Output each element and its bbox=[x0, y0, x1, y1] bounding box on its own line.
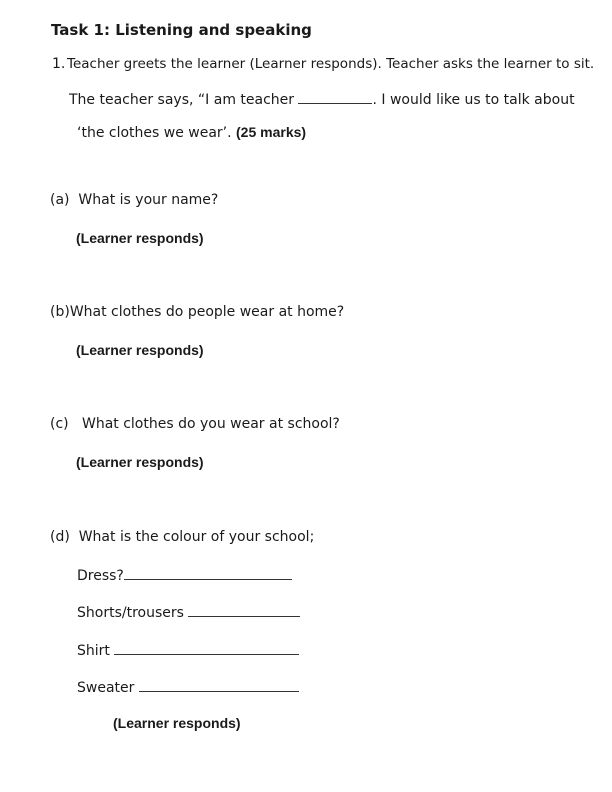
shorts-answer-blank bbox=[188, 602, 300, 617]
question-b bbox=[50, 303, 344, 321]
learner-responds-b: (Learner responds) bbox=[76, 342, 204, 358]
question-b-text: What clothes do people wear at home? bbox=[69, 304, 345, 320]
teacher-name-blank bbox=[298, 89, 372, 104]
question-d-text: What is the colour of your school; bbox=[78, 529, 315, 545]
item-sweater bbox=[77, 677, 299, 697]
learner-responds-d: (Learner responds) bbox=[113, 715, 241, 731]
question-d-label: (d) bbox=[50, 529, 70, 545]
question-c-text: What clothes do you wear at school? bbox=[81, 416, 340, 432]
marks-label: (25 marks) bbox=[236, 124, 307, 140]
item-shorts-label: Shorts/trousers bbox=[77, 605, 184, 621]
sweater-answer-blank bbox=[139, 677, 299, 692]
instruction-line-2-end: . I would like us to talk about bbox=[372, 92, 575, 108]
learner-responds-a: (Learner responds) bbox=[76, 230, 204, 246]
question-b-label: (b) bbox=[50, 304, 70, 320]
question-a bbox=[50, 191, 218, 209]
instruction-number: 1. bbox=[52, 56, 66, 72]
item-dress bbox=[77, 565, 292, 585]
instruction-line-3-text: ‘the clothes we wear’. bbox=[77, 125, 232, 141]
question-a-label: (a) bbox=[50, 192, 70, 208]
item-sweater-label: Sweater bbox=[77, 680, 135, 696]
item-shirt bbox=[77, 640, 299, 660]
dress-answer-blank bbox=[124, 565, 292, 580]
item-shirt-label: Shirt bbox=[77, 643, 110, 659]
question-a-text: What is your name? bbox=[78, 192, 219, 208]
task-title: Task 1: Listening and speaking bbox=[51, 21, 312, 39]
shirt-answer-blank bbox=[114, 640, 299, 655]
instruction-line-2-start: The teacher says, “I am teacher bbox=[69, 92, 299, 108]
item-shorts bbox=[77, 602, 300, 622]
question-c bbox=[50, 415, 340, 433]
question-d bbox=[50, 528, 314, 546]
instruction-line-2 bbox=[69, 89, 575, 109]
learner-responds-c: (Learner responds) bbox=[76, 454, 204, 470]
question-c-label: (c) bbox=[50, 416, 69, 432]
instruction-line-3 bbox=[77, 123, 306, 142]
instruction-line-1: Teacher greets the learner (Learner responds). Teacher asks the learner to sit. bbox=[67, 56, 595, 72]
item-dress-label: Dress? bbox=[77, 568, 124, 584]
